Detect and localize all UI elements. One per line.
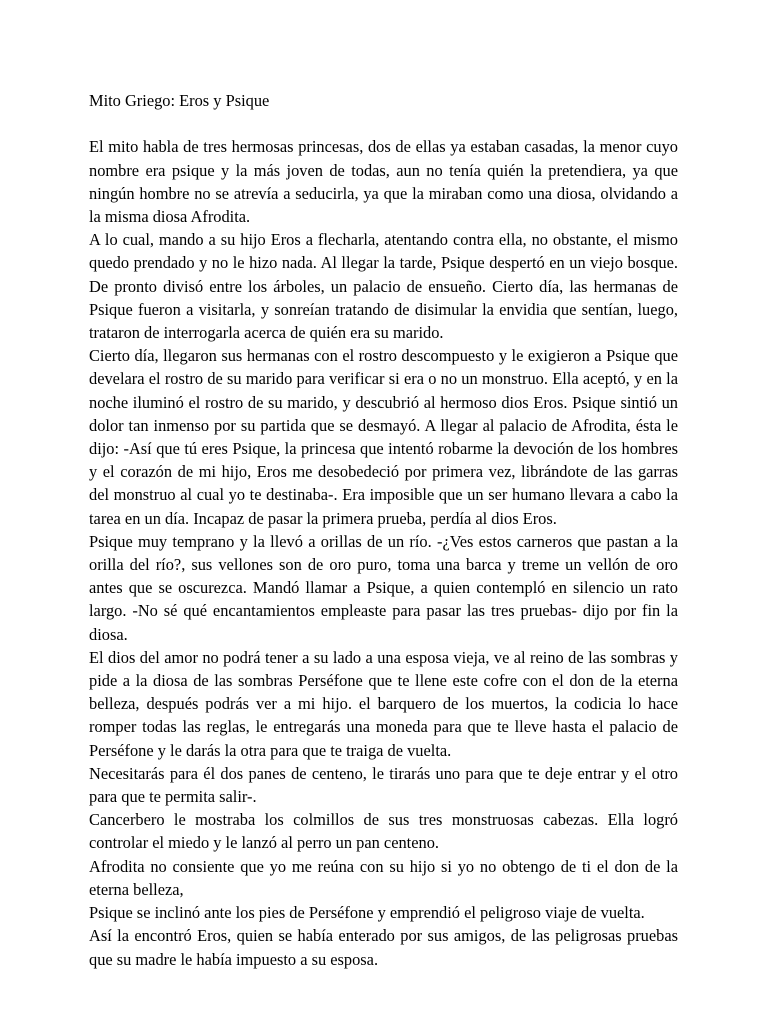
paragraph-6: Necesitarás para él dos panes de centeno, le tirarás uno para que te deje entrar y el otro para que te permita salir-. [89, 763, 678, 807]
document-page [89, 89, 678, 971]
paragraph-4: Psique muy temprano y la llevó a orillas de un río. -¿Ves estos carneros que pastan a la orilla del río?, sus vellones son de oro puro, toma una barca y treme un vellón de oro antes que se oscurezca. Mandó llamar a Psique, a quien contempló en silencio un rato largo. -No sé qué encantamientos empleaste para pasar las tres pruebas- dijo por fin la diosa. [89, 531, 678, 644]
paragraph-10: Así la encontró Eros, quien se había enterado por sus amigos, de las peligrosas pruebas que su madre le había impuesto a su esposa. [89, 926, 678, 969]
paragraph-2: A lo cual, mando a su hijo Eros a flecharla, atentando contra ella, no obstante, el mismo quedo prendado y no le hizo nada. Al llegar la tarde, Psique despertó en un viejo bosque. De pronto divisó entre los árboles, un palacio de ensueño. Cierto día, las hermanas de Psique fueron a visitarla, y sonreían tratando de disimular la envidia que sentían, luego, trataron de interrogarla acerca de quién era su marido. [89, 230, 678, 343]
title-spacer [89, 112, 678, 135]
paragraph-1: El mito habla de tres hermosas princesas, dos de ellas ya estaban casadas, la menor cuyo nombre era psique y la más joven de todas, aun no tenía quién la pretendiera, ya que ningún hombre no se atrevía a seducirla, ya que la miraban como una diosa, olvidando a la misma diosa Afrodita. [89, 137, 678, 226]
paragraph-3: Cierto día, llegaron sus hermanas con el rostro descompuesto y le exigieron a Psique que develara el rostro de su marido para verificar si era o no un monstruo. Ella aceptó, y en la noche iluminó el rostro de su marido, y descubrió al hermoso dios Eros. Psique sintió un dolor tan inmenso por su partida que se desmayó. A llegar al palacio de Afrodita, ésta le dijo: -Así que tú eres Psique, la princesa que intentó robarme la devoción de los hombres y el corazón de mi hijo, Eros me desobedeció por primera vez, librándote de las garras del monstruo al cual yo te destinaba-. Era imposible que un ser humano llevara a cabo la tarea en un día. Incapaz de pasar la primera prueba, perdía al dios Eros. [89, 346, 678, 528]
paragraph-8: Afrodita no consiente que yo me reúna con su hijo si yo no obtengo de ti el don de la eterna belleza, [89, 856, 678, 899]
paragraph-5: El dios del amor no podrá tener a su lado a una esposa vieja, ve al reino de las sombras y pide a la diosa de las sombras Perséfone que te llene este cofre con el don de la eterna belleza, después podrás ver a mi hijo. el barquero de los muertos, la codicia lo hace romper todas las reglas, le entregarás una moneda para que te lleve hasta el palacio de Perséfone y le darás la otra para que te traiga de vuelta. [89, 647, 678, 760]
paragraph-9: Psique se inclinó ante los pies de Perséfone y emprendió el peligroso viaje de vuelta. [89, 903, 645, 923]
paragraph-7: Cancerbero le mostraba los colmillos de sus tres monstruosas cabezas. Ella logró controlar el miedo y le lanzó al perro un pan centeno. [89, 810, 678, 853]
document-title: Mito Griego: Eros y Psique [89, 91, 270, 110]
